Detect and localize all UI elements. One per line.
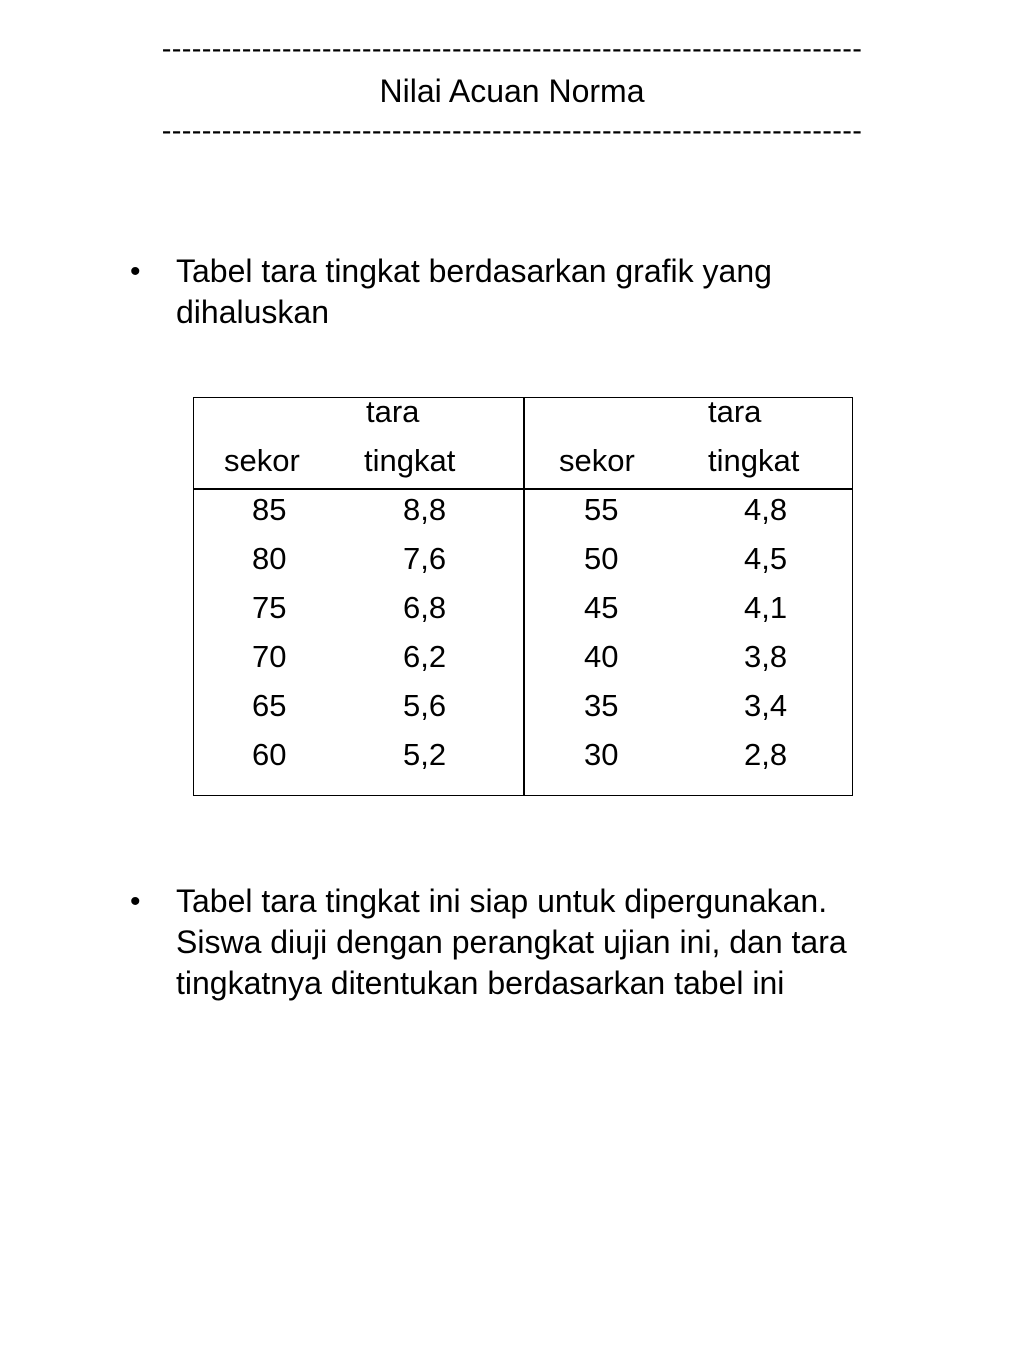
- table-cell-sekor: 80: [252, 541, 287, 576]
- table-cell-sekor: 55: [584, 492, 619, 527]
- table-cell-sekor: 70: [252, 639, 287, 674]
- bullet-line: Tabel tara tingkat ini siap untuk dipergunakan.: [176, 883, 828, 919]
- table-header-tara-right: tara: [708, 394, 762, 429]
- bullet-line: Tabel tara tingkat berdasarkan grafik yang: [176, 253, 772, 289]
- table-cell-sekor: 50: [584, 541, 619, 576]
- bullet-line: Siswa diuji dengan perangkat ujian ini, dan tara: [176, 924, 847, 960]
- table-cell-sekor: 85: [252, 492, 287, 527]
- table-vertical-divider: [523, 398, 525, 795]
- table-header-sekor-left: sekor: [224, 443, 300, 478]
- table-cell-sekor: 45: [584, 590, 619, 625]
- header-rule-top: ----------------------------------------------------------------------: [161, 33, 863, 65]
- table-cell-tara-tingkat: 3,4: [744, 688, 788, 723]
- table-cell-sekor: 75: [252, 590, 287, 625]
- table-cell-sekor: 65: [252, 688, 287, 723]
- table-cell-sekor: 30: [584, 737, 619, 772]
- table-cell-tara-tingkat: 7,6: [403, 541, 447, 576]
- page-title: Nilai Acuan Norma: [379, 73, 645, 109]
- table-cell-tara-tingkat: 5,2: [403, 737, 447, 772]
- table-cell-sekor: 35: [584, 688, 619, 723]
- table-cell-sekor: 40: [584, 639, 619, 674]
- table-cell-tara-tingkat: 4,5: [744, 541, 788, 576]
- table-cell-tara-tingkat: 4,1: [744, 590, 788, 625]
- table-cell-tara-tingkat: 2,8: [744, 737, 788, 772]
- bullet-text: [176, 881, 910, 1004]
- grade-conversion-table: [193, 394, 853, 796]
- bullet-dot-icon: •: [130, 255, 141, 288]
- table-cell-tara-tingkat: 6,8: [403, 590, 447, 625]
- table-header-sekor-right: sekor: [559, 443, 635, 478]
- bullet-line: tingkatnya ditentukan berdasarkan tabel ini: [176, 965, 785, 1001]
- table-cell-tara-tingkat: 5,6: [403, 688, 447, 723]
- table-cell-tara-tingkat: 3,8: [744, 639, 788, 674]
- bullet-dot-icon: •: [130, 885, 141, 918]
- bullet-line: dihaluskan: [176, 294, 329, 330]
- bullet-item-table-intro: [130, 251, 910, 333]
- table-cell-tara-tingkat: 8,8: [403, 492, 447, 527]
- table-cell-tara-tingkat: 4,8: [744, 492, 788, 527]
- bullet-text: [176, 251, 910, 333]
- table-header-divider: [194, 488, 852, 490]
- table-cell-sekor: 60: [252, 737, 287, 772]
- table-header-tingkat-right: tingkat: [708, 443, 800, 478]
- header-rule-bottom: ----------------------------------------------------------------------: [161, 115, 863, 147]
- bullet-item-table-usage: [130, 881, 910, 1004]
- table-header-tingkat-left: tingkat: [364, 443, 456, 478]
- table-cell-tara-tingkat: 6,2: [403, 639, 447, 674]
- table-header-tara-left: tara: [366, 394, 420, 429]
